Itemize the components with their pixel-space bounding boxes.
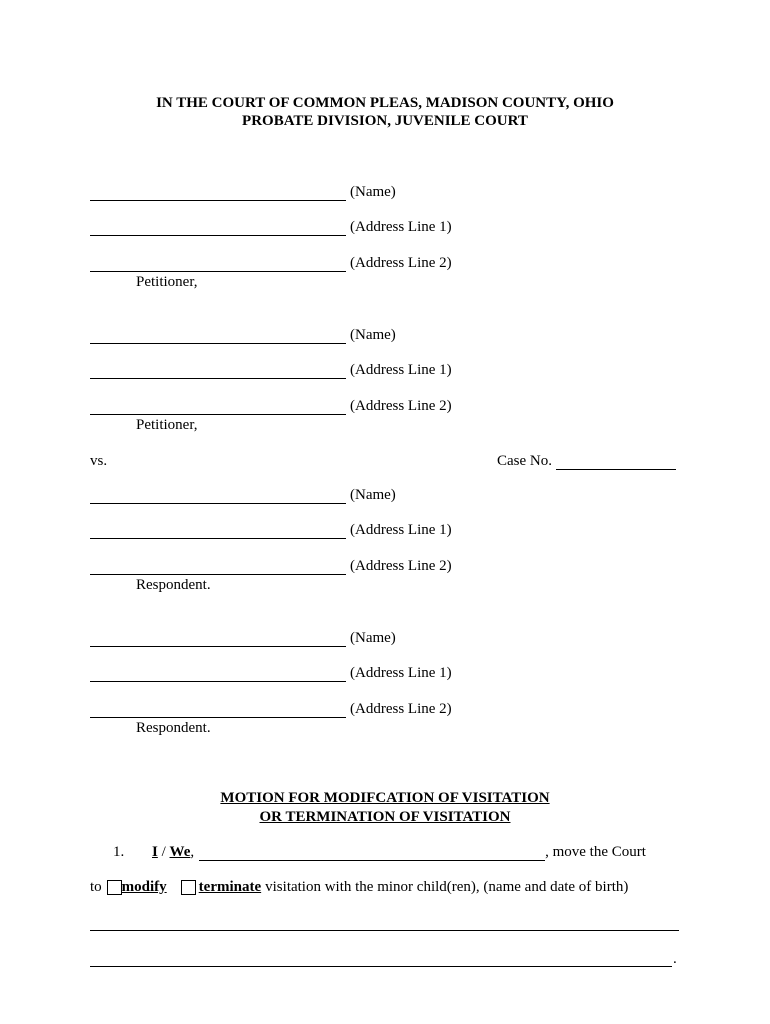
movant-line <box>152 843 646 861</box>
party-4-address2-field[interactable] <box>90 700 452 718</box>
field-label: (Address Line 1) <box>350 665 452 681</box>
blank-line[interactable] <box>90 329 346 344</box>
party-3-role: Respondent. <box>136 577 211 593</box>
party-4-role: Respondent. <box>136 720 211 736</box>
field-label: (Address Line 2) <box>350 701 452 717</box>
we-option[interactable]: We <box>169 844 191 860</box>
terminate-label: terminate <box>198 879 262 895</box>
party-3-address1-field[interactable] <box>90 521 452 539</box>
field-label: (Name) <box>350 184 396 200</box>
party-1-name-field[interactable] <box>90 183 396 201</box>
comma: , <box>190 844 195 860</box>
blank-line[interactable] <box>90 667 346 682</box>
field-label: (Address Line 2) <box>350 398 452 414</box>
modify-label: modify <box>121 879 167 895</box>
court-division: PROBATE DIVISION, JUVENILE COURT <box>242 113 528 129</box>
vs-label: vs. <box>90 453 108 469</box>
party-2-address2-field[interactable] <box>90 397 452 415</box>
i-option[interactable]: I <box>152 844 158 860</box>
blank-line[interactable] <box>90 524 346 539</box>
case-number-field[interactable] <box>497 452 676 470</box>
party-2-role: Petitioner, <box>136 417 198 433</box>
case-number-label: Case No. <box>497 453 552 469</box>
motion-title: MOTION FOR MODIFCATION OF VISITATION <box>220 790 550 806</box>
field-label: (Name) <box>350 630 396 646</box>
field-label: (Address Line 2) <box>350 255 452 271</box>
blank-line[interactable] <box>90 489 346 504</box>
field-label: (Address Line 1) <box>350 522 452 538</box>
party-1-role: Petitioner, <box>136 274 198 290</box>
court-title: IN THE COURT OF COMMON PLEAS, MADISON COUNTY, OHIO <box>156 95 614 111</box>
field-label: (Address Line 2) <box>350 558 452 574</box>
movant-name-input[interactable] <box>199 846 545 861</box>
end-period: . <box>673 951 677 967</box>
blank-line[interactable] <box>90 632 346 647</box>
party-1-address1-field[interactable] <box>90 218 452 236</box>
field-label: (Address Line 1) <box>350 219 452 235</box>
party-4-name-field[interactable] <box>90 629 396 647</box>
party-1-address2-field[interactable] <box>90 254 452 272</box>
party-3-name-field[interactable] <box>90 486 396 504</box>
motion-subtitle: OR TERMINATION OF VISITATION <box>259 809 511 825</box>
blank-line[interactable] <box>90 560 346 575</box>
party-4-address1-field[interactable] <box>90 664 452 682</box>
modify-checkbox[interactable] <box>107 880 122 895</box>
field-label: (Name) <box>350 487 396 503</box>
to-label: to <box>90 879 102 895</box>
child-info-line-1[interactable] <box>90 930 679 931</box>
paragraph-number: 1. <box>113 844 125 860</box>
slash-separator: / <box>157 844 170 860</box>
move-court-text: , move the Court <box>545 844 646 860</box>
visitation-text: visitation with the minor child(ren), (name and date of birth) <box>265 879 629 895</box>
terminate-checkbox[interactable] <box>181 880 196 895</box>
blank-line[interactable] <box>90 186 346 201</box>
field-label: (Name) <box>350 327 396 343</box>
blank-line[interactable] <box>90 257 346 272</box>
options-line <box>90 878 628 896</box>
party-3-address2-field[interactable] <box>90 557 452 575</box>
child-info-line-2[interactable] <box>90 966 672 967</box>
blank-line[interactable] <box>90 400 346 415</box>
field-label: (Address Line 1) <box>350 362 452 378</box>
party-2-name-field[interactable] <box>90 326 396 344</box>
blank-line[interactable] <box>90 221 346 236</box>
blank-line[interactable] <box>90 703 346 718</box>
case-number-input[interactable] <box>556 455 676 470</box>
blank-line[interactable] <box>90 364 346 379</box>
party-2-address1-field[interactable] <box>90 361 452 379</box>
